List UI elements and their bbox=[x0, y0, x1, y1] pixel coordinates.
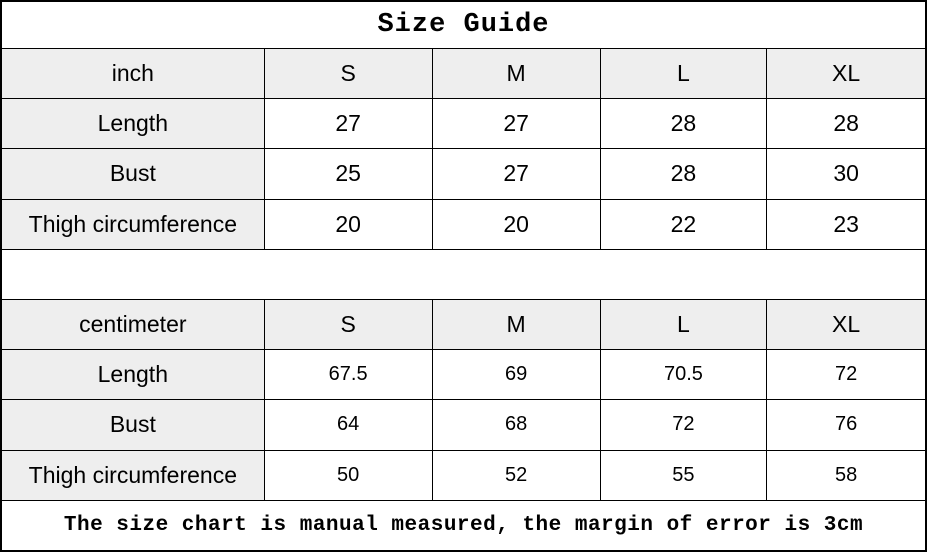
row-label: Bust bbox=[2, 400, 264, 449]
unit-label-centimeter: centimeter bbox=[2, 300, 264, 349]
col-header-xl: XL bbox=[766, 49, 925, 98]
row-label: Length bbox=[2, 99, 264, 148]
size-value-cell: 22 bbox=[600, 200, 767, 249]
size-value-cell: 70.5 bbox=[600, 350, 767, 399]
size-value-cell: 30 bbox=[766, 149, 925, 198]
col-header-s: S bbox=[264, 49, 432, 98]
size-value-cell: 27 bbox=[432, 99, 600, 148]
size-value-cell: 27 bbox=[264, 99, 432, 148]
size-value-cell: 27 bbox=[432, 149, 600, 198]
spacer-row bbox=[2, 249, 925, 299]
unit-label-inch: inch bbox=[2, 49, 264, 98]
size-table-cm-header bbox=[2, 299, 925, 349]
row-label: Length bbox=[2, 350, 264, 399]
table-row-cm-length bbox=[2, 349, 925, 399]
row-label: Thigh circumference bbox=[2, 200, 264, 249]
size-value-cell: 28 bbox=[766, 99, 925, 148]
size-value-cell: 52 bbox=[432, 451, 600, 500]
size-value-cell: 68 bbox=[432, 400, 600, 449]
col-header-m: M bbox=[432, 300, 600, 349]
size-value-cell: 69 bbox=[432, 350, 600, 399]
row-label: Thigh circumference bbox=[2, 451, 264, 500]
size-value-cell: 67.5 bbox=[264, 350, 432, 399]
size-value-cell: 64 bbox=[264, 400, 432, 449]
size-table-inch-header bbox=[2, 48, 925, 98]
size-value-cell: 23 bbox=[766, 200, 925, 249]
size-value-cell: 50 bbox=[264, 451, 432, 500]
col-header-l: L bbox=[600, 49, 767, 98]
size-value-cell: 72 bbox=[600, 400, 767, 449]
table-row-inch-thigh bbox=[2, 199, 925, 249]
size-value-cell: 28 bbox=[600, 99, 767, 148]
table-row-inch-length bbox=[2, 98, 925, 148]
size-value-cell: 72 bbox=[766, 350, 925, 399]
row-label: Bust bbox=[2, 149, 264, 198]
size-value-cell: 55 bbox=[600, 451, 767, 500]
col-header-m: M bbox=[432, 49, 600, 98]
size-value-cell: 28 bbox=[600, 149, 767, 198]
size-value-cell: 25 bbox=[264, 149, 432, 198]
size-value-cell: 58 bbox=[766, 451, 925, 500]
table-row-cm-bust bbox=[2, 399, 925, 449]
col-header-l: L bbox=[600, 300, 767, 349]
size-value-cell: 76 bbox=[766, 400, 925, 449]
size-value-cell: 20 bbox=[432, 200, 600, 249]
size-value-cell: 20 bbox=[264, 200, 432, 249]
page-title: Size Guide bbox=[2, 2, 925, 48]
col-header-xl: XL bbox=[766, 300, 925, 349]
table-row-cm-thigh bbox=[2, 450, 925, 500]
table-row-inch-bust bbox=[2, 148, 925, 198]
col-header-s: S bbox=[264, 300, 432, 349]
footer-note: The size chart is manual measured, the margin of error is 3cm bbox=[2, 500, 925, 550]
